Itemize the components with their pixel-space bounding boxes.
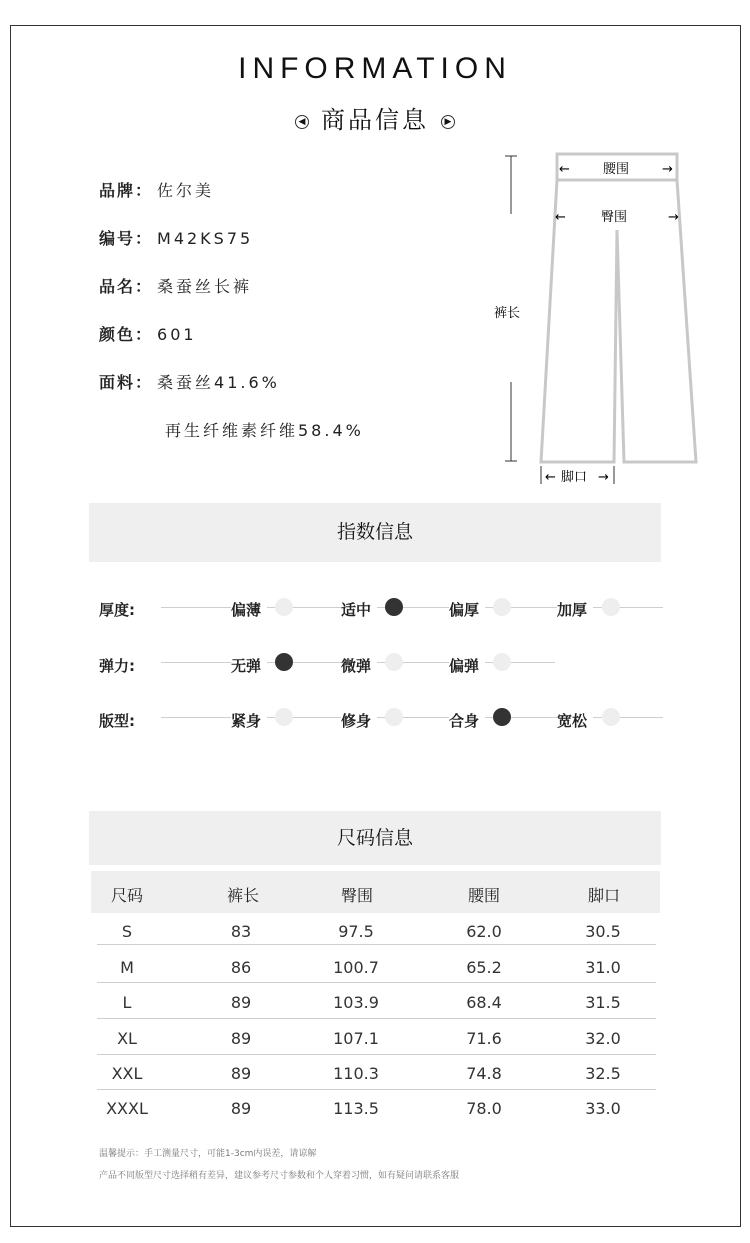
- info-brand: 品牌： 佐尔美: [99, 181, 215, 200]
- hip-label: 臀围: [601, 210, 628, 225]
- rating-option: 修身: [341, 710, 377, 731]
- page-subtitle: [0, 100, 750, 135]
- cell-waist: 78.0: [466, 1099, 502, 1118]
- cell-hip: 107.1: [333, 1029, 379, 1048]
- table-row: [91, 1021, 656, 1056]
- row-divider: [97, 982, 656, 983]
- row-divider: [97, 1018, 656, 1019]
- cell-hip: 103.9: [333, 993, 379, 1012]
- table-row: [91, 1056, 656, 1091]
- cell-waist: 62.0: [466, 922, 502, 941]
- circle-arrow-right-icon: ▶: [441, 115, 455, 129]
- info-fabric: 面料： 桑蚕丝41.6%: [99, 373, 280, 392]
- cell-waist: 71.6: [466, 1029, 502, 1048]
- waist-label: 腰围: [603, 162, 630, 177]
- cell-size: L: [122, 993, 132, 1012]
- cell-length: 89: [230, 1099, 252, 1118]
- cell-length: 83: [230, 922, 252, 941]
- rating-option: 宽松: [557, 710, 593, 731]
- note-measure: 温馨提示：手工测量尺寸，可能1-3cm内误差，请谅解: [99, 1149, 317, 1159]
- index-section-title: 指数信息: [89, 503, 661, 562]
- rating-option: 偏弹: [449, 655, 485, 676]
- rating-dot: [493, 598, 511, 616]
- rating-dot: [385, 708, 403, 726]
- cell-waist: 65.2: [466, 958, 502, 977]
- info-fabric-2: 再生纤维素纤维58.4%: [165, 421, 364, 440]
- cell-hip: 110.3: [333, 1064, 379, 1083]
- cell-size: XXL: [111, 1064, 143, 1083]
- cell-length: 89: [230, 1064, 252, 1083]
- rating-dot: [275, 598, 293, 616]
- cell-hem: 30.5: [585, 922, 621, 941]
- cell-hem: 32.5: [585, 1064, 621, 1083]
- hem-label: 脚口: [561, 470, 588, 485]
- cell-size: XL: [117, 1029, 137, 1048]
- header-size: 尺码: [110, 886, 143, 905]
- row-divider: [97, 1089, 656, 1090]
- row-divider: [97, 944, 656, 945]
- hem-arrow-left-icon: ←: [545, 470, 556, 485]
- header-length: 裤长: [226, 886, 259, 905]
- rating-dot-selected: [275, 653, 293, 671]
- cell-hip: 100.7: [333, 958, 379, 977]
- hip-arrow-left-icon: ←: [555, 210, 566, 225]
- note-fit: 产品不同版型尺寸选择稍有差异，建议参考尺寸参数和个人穿着习惯，如有疑问请联系客服: [99, 1171, 460, 1181]
- cell-hip: 97.5: [338, 922, 374, 941]
- size-table-header: [91, 871, 660, 913]
- cell-hip: 113.5: [333, 1099, 379, 1118]
- subtitle-text: 商品信息: [321, 106, 429, 134]
- cell-waist: 68.4: [466, 993, 502, 1012]
- cell-length: 86: [230, 958, 252, 977]
- circle-arrow-left-icon: ◀: [295, 115, 309, 129]
- rating-dot: [275, 708, 293, 726]
- rating-option: 微弹: [341, 655, 377, 676]
- measure-lines: [505, 156, 614, 484]
- rating-option: 偏薄: [231, 599, 267, 620]
- cell-size: XXXL: [106, 1099, 148, 1118]
- rating-dot: [493, 653, 511, 671]
- rating-dot: [602, 598, 620, 616]
- cell-size: M: [120, 958, 134, 977]
- hem-arrow-right-icon: →: [598, 470, 609, 485]
- rating-dot-selected: [493, 708, 511, 726]
- cell-hem: 32.0: [585, 1029, 621, 1048]
- page-title: INFORMATION: [238, 52, 512, 85]
- info-color: 颜色： 601: [99, 325, 197, 344]
- rating-option: 加厚: [557, 599, 593, 620]
- rating-option: 紧身: [231, 710, 267, 731]
- waist-arrow-left-icon: ←: [559, 162, 570, 177]
- cell-hem: 31.5: [585, 993, 621, 1012]
- rating-dot: [385, 653, 403, 671]
- rating-option: 偏厚: [449, 599, 485, 620]
- rating-option-selected: 合身: [449, 710, 485, 731]
- cell-hem: 31.0: [585, 958, 621, 977]
- hip-arrow-right-icon: →: [668, 210, 679, 225]
- rating-option-selected: 适中: [341, 599, 377, 620]
- cell-size: S: [121, 922, 133, 941]
- cell-waist: 74.8: [466, 1064, 502, 1083]
- pants-outline: [541, 154, 696, 462]
- waist-arrow-right-icon: →: [662, 162, 673, 177]
- header-hip: 臀围: [340, 886, 373, 905]
- size-section-title: 尺码信息: [89, 811, 661, 865]
- pants-diagram: [490, 150, 705, 490]
- rating-option-selected: 无弹: [231, 655, 267, 676]
- header-waist: 腰围: [467, 886, 500, 905]
- row-divider: [97, 1054, 656, 1055]
- info-name: 品名： 桑蚕丝长裤: [99, 277, 253, 296]
- rating-label-fit: 版型:: [99, 712, 135, 730]
- table-row: [91, 950, 656, 985]
- header-hem: 脚口: [587, 886, 620, 905]
- cell-hem: 33.0: [585, 1099, 621, 1118]
- table-row: [91, 1091, 656, 1126]
- rating-dot: [602, 708, 620, 726]
- rating-label-elasticity: 弹力:: [99, 657, 135, 675]
- cell-length: 89: [230, 1029, 252, 1048]
- rating-label-thickness: 厚度:: [99, 601, 135, 619]
- cell-length: 89: [230, 993, 252, 1012]
- info-code: 编号： M42KS75: [99, 229, 254, 248]
- length-label: 裤长: [494, 306, 521, 321]
- rating-dot-selected: [385, 598, 403, 616]
- table-row: [91, 985, 656, 1020]
